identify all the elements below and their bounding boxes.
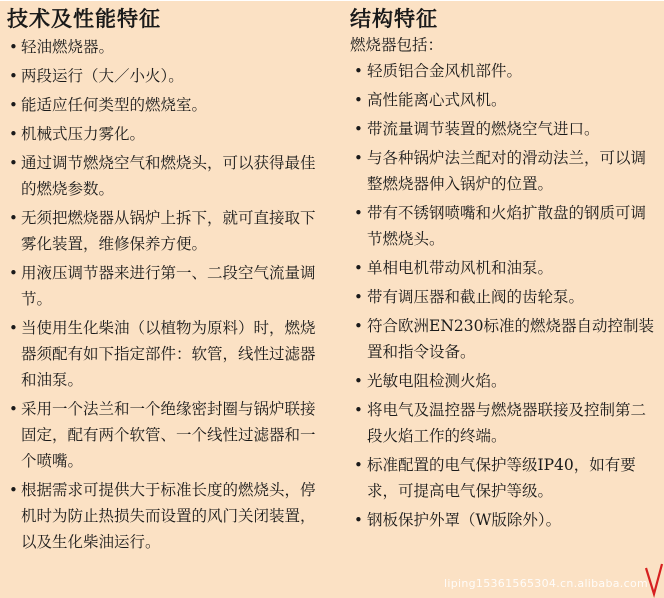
bullet-icon: • (9, 96, 18, 114)
list-item (7, 34, 325, 60)
bullet-icon: • (9, 154, 18, 172)
bullet-icon: • (354, 149, 363, 167)
bullet-icon: • (9, 209, 18, 227)
list-item (350, 397, 656, 449)
bullet-icon: • (9, 481, 18, 499)
list-item (350, 116, 656, 142)
list-item-text: 通过调节燃烧空气和燃烧头，可以获得最佳的燃烧参数。 (21, 154, 316, 198)
list-item (7, 150, 325, 202)
structure-intro: 燃烧器包括： (350, 36, 444, 54)
bullet-icon: • (354, 401, 363, 419)
list-item-text: 能适应任何类型的燃烧室。 (21, 96, 208, 114)
bullet-icon: • (9, 67, 18, 85)
list-item-text: 带有调压器和截止阀的齿轮泵。 (367, 288, 585, 306)
list-item (350, 452, 656, 504)
list-item (350, 255, 656, 281)
top-divider (0, 0, 664, 1)
features-heading: 技术及性能特征 (7, 7, 161, 31)
bullet-icon: • (354, 62, 363, 80)
bullet-icon: • (9, 319, 18, 337)
list-item-text: 高性能离心式风机。 (367, 91, 507, 109)
features-column (7, 6, 325, 558)
list-item (350, 284, 656, 310)
list-item-text: 符合欧洲EN230标准的燃烧器自动控制装置和指令设备。 (367, 317, 654, 361)
list-item-text: 无须把燃烧器从锅炉上拆下，就可直接取下雾化装置，维修保养方便。 (21, 209, 316, 253)
bullet-icon: • (354, 259, 363, 277)
list-item (7, 260, 325, 312)
list-item (7, 396, 325, 474)
list-item-text: 轻油燃烧器。 (21, 38, 115, 56)
corner-logo-icon (644, 562, 664, 598)
bullet-icon: • (9, 400, 18, 418)
list-item (350, 87, 656, 113)
list-item-text: 与各种锅炉法兰配对的滑动法兰，可以调整燃烧器伸入锅炉的位置。 (367, 149, 647, 193)
bullet-icon: • (354, 317, 363, 335)
list-item (7, 315, 325, 393)
bullet-icon: • (354, 511, 363, 529)
list-item (350, 507, 656, 533)
list-item-text: 当使用生化柴油（以植物为原料）时，燃烧器须配有如下指定部件：软管，线性过滤器和油泵。 (21, 319, 316, 389)
list-item (7, 121, 325, 147)
list-item (350, 368, 656, 394)
list-item-text: 两段运行（大／小火）。 (21, 67, 184, 85)
list-item (350, 200, 656, 252)
list-item-text: 根据需求可提供大于标准长度的燃烧头，停机时为防止热损失而设置的风门关闭装置，以及生化柴油运行。 (21, 481, 316, 551)
bullet-icon: • (354, 204, 363, 222)
bullet-icon: • (9, 264, 18, 282)
list-item-text: 轻质铝合金风机部件。 (367, 62, 523, 80)
list-item (7, 477, 325, 555)
structure-list (350, 58, 656, 533)
list-item-text: 用液压调节器来进行第一、二段空气流量调节。 (21, 264, 316, 308)
list-item (7, 63, 325, 89)
bullet-icon: • (354, 456, 363, 474)
list-item-text: 光敏电阻检测火焰。 (367, 372, 507, 390)
list-item-text: 机械式压力雾化。 (21, 125, 146, 143)
list-item-text: 采用一个法兰和一个绝缘密封圈与锅炉联接固定，配有两个软管、一个线性过滤器和一个喷嘴。 (21, 400, 316, 470)
list-item-text: 带有不锈钢喷嘴和火焰扩散盘的钢质可调节燃烧头。 (367, 204, 647, 248)
list-item-text: 带流量调节装置的燃烧空气进口。 (367, 120, 600, 138)
bullet-icon: • (354, 120, 363, 138)
list-item-text: 标准配置的电气保护等级IP40，如有要求，可提高电气保护等级。 (367, 456, 636, 500)
bullet-icon: • (9, 38, 18, 56)
list-item-text: 单相电机带动风机和油泵。 (367, 259, 554, 277)
structure-column (350, 6, 656, 536)
list-item-text: 钢板保护外罩（W版除外）。 (367, 511, 562, 529)
bullet-icon: • (354, 372, 363, 390)
list-item (7, 205, 325, 257)
features-list (7, 34, 325, 555)
bullet-icon: • (354, 91, 363, 109)
bullet-icon: • (354, 288, 363, 306)
bullet-icon: • (9, 125, 18, 143)
list-item (350, 145, 656, 197)
list-item-text: 将电气及温控器与燃烧器联接及控制第二段火焰工作的终端。 (367, 401, 647, 445)
list-item (350, 313, 656, 365)
watermark: liping15361565304.cn.alibaba.com (444, 577, 648, 590)
structure-heading: 结构特征 (350, 7, 438, 31)
list-item (350, 58, 656, 84)
list-item (7, 92, 325, 118)
